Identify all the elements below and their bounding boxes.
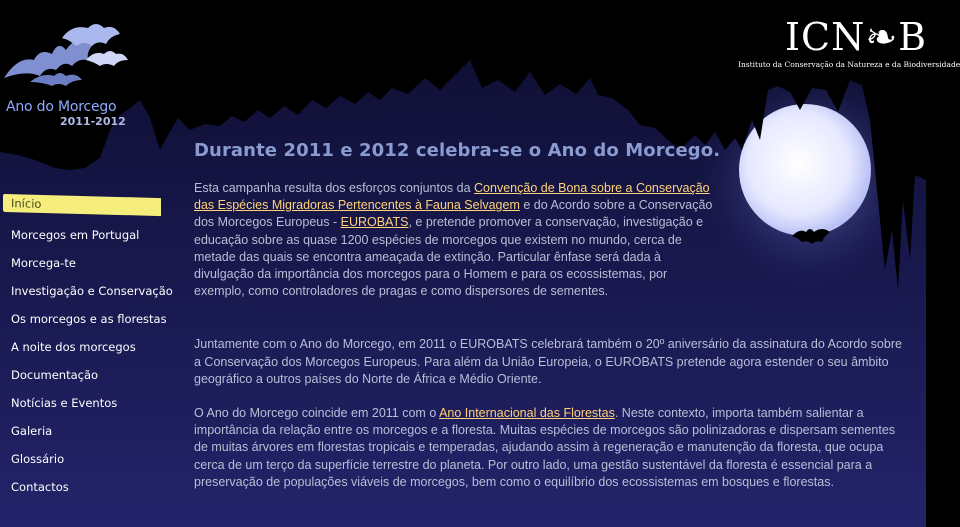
intro-paragraph: [194, 180, 720, 300]
logo-title: Ano do Morcego: [6, 99, 117, 115]
icnb-logo[interactable]: ICN❧B: [785, 15, 928, 59]
nav-item-morcega-te[interactable]: Morcega-te: [11, 256, 76, 270]
nav-item-a-noite-dos-morcegos[interactable]: A noite dos morcegos: [11, 340, 136, 354]
nav-item-glossario[interactable]: Glossário: [11, 452, 65, 466]
forests-text-2: . Neste contexto, importa também salientar a importância da relação entre os morcegos e a floresta. Muitas espécies de morcegos são polinizadoras e dispersam sementes de muitas árvores em florestas tropicais e temperadas, ajudando assim à regeneração e manutenção da floresta, que ocupa cerca de um terço da superfície terrestre do planeta. Por outro lado, uma gestão sustentável da floresta é essencial para a preservação de populações viáveis de morcegos, bem como o equilíbrio dos ecossistemas em bosques e florestas.: [194, 406, 896, 489]
forests-paragraph: [194, 405, 906, 491]
intro-text-2: e do Acordo sobre a Conservação dos Morcegos Europeus -: [194, 198, 713, 230]
eurobats-link[interactable]: EUROBATS: [340, 215, 409, 230]
intro-text-3: , e pretende promover a conservação, investigação e educação sobre as quase 1200 espécies de morcegos que existem no mundo, cerca de metade das quais se encontra ameaçada de extinção. Particular ênfase será dada à divulgação da importância dos morcegos para o Homem e para os ecossistemas, por exemplo, como controladores de pragas e como dispersores de sementes.: [194, 215, 704, 299]
bonn-convention-link[interactable]: Convenção de Bona sobre a Conservação das Espécies Migradoras Pertencentes à Fauna Selvagem: [194, 181, 710, 213]
nav-item-morcegos-em-portugal[interactable]: Morcegos em Portugal: [11, 228, 140, 242]
main-navigation: [0, 196, 175, 504]
ano-do-morcego-logo[interactable]: [0, 20, 135, 128]
nav-item-galeria[interactable]: Galeria: [11, 424, 53, 438]
icnb-subtitle: Instituto da Conservação da Natureza e da Biodiversidade: [738, 60, 960, 69]
nav-item-inicio[interactable]: Início: [3, 194, 161, 216]
logo-years: 2011-2012: [60, 115, 126, 128]
forests-text-1: O Ano do Morcego coincide em 2011 com o: [194, 406, 440, 421]
nav-item-os-morcegos-e-as-florestas[interactable]: Os morcegos e as florestas: [11, 312, 167, 326]
forests-year-link[interactable]: Ano Internacional das Florestas: [439, 406, 615, 421]
nav-item-documentacao[interactable]: Documentação: [11, 368, 99, 382]
eurobats-paragraph: Juntamente com o Ano do Morcego, em 2011 o EUROBATS celebrará também o 20º aniversário da assinatura do Acordo sobre a Conservação dos Morcegos Europeus. Para além da União Europeia, o EUROBATS pretende agora estender o seu âmbito geográfico a outros países do Norte de África e Médio Oriente.: [194, 337, 902, 386]
bats-logo-icon: [0, 20, 130, 100]
nav-item-investigacao-e-conservacao[interactable]: Investigação e Conservação: [11, 284, 173, 298]
nav-item-noticias-e-eventos[interactable]: Notícias e Eventos: [11, 396, 118, 410]
main-content: [194, 140, 904, 491]
nav-item-contactos[interactable]: Contactos: [11, 480, 69, 494]
page-heading: Durante 2011 e 2012 celebra-se o Ano do Morcego.: [194, 140, 721, 161]
intro-text-1: Esta campanha resulta dos esforços conjuntos da: [194, 181, 475, 195]
